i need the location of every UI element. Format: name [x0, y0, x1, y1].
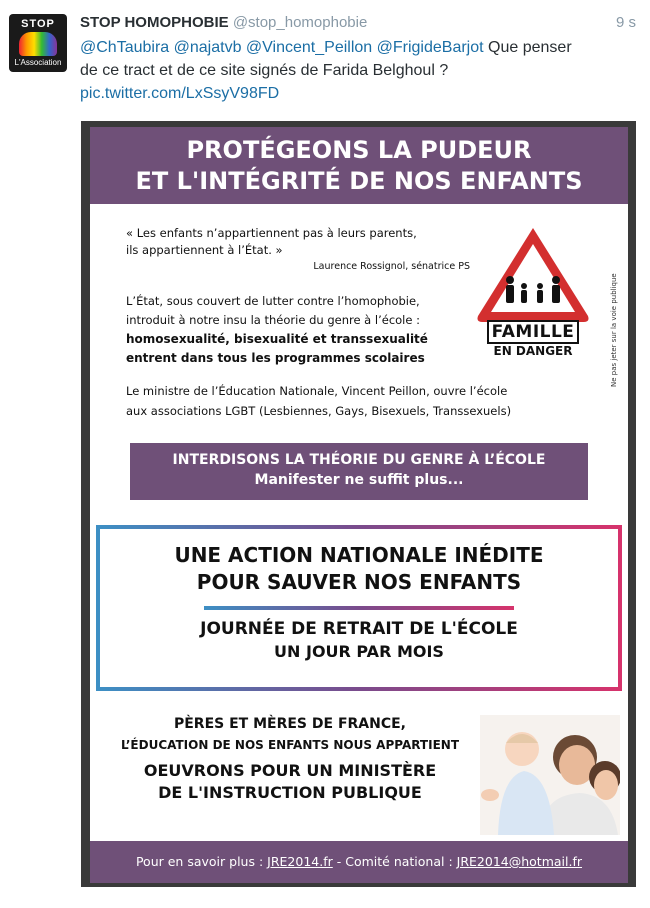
mention-link[interactable]: @FrigideBarjot [376, 39, 484, 56]
quote-line: ils appartiennent à l’État. » [126, 243, 283, 257]
media-link[interactable]: pic.twitter.com/LxSsyV98FD [80, 85, 280, 102]
family-warning-label [474, 320, 592, 359]
banner-line: INTERDISONS LA THÉORIE DU GENRE À L’ÉCOLE [172, 452, 546, 468]
cta-line: DE L'INSTRUCTION PUBLIQUE [158, 783, 422, 802]
action-line: UNE ACTION NATIONALE INÉDITE [174, 543, 544, 567]
mention-link[interactable]: @Vincent_Peillon [245, 39, 373, 56]
tweet-media-image[interactable] [81, 121, 636, 887]
body-line-bold: homosexualité, bisexualité et transsexualité [126, 332, 428, 346]
avatar-title: STOP [21, 18, 55, 30]
footer-website: JRE2014.fr [267, 854, 333, 869]
footer-text: - Comité national : [336, 854, 453, 869]
avatar-subtitle: L'Association [14, 58, 62, 67]
body-line-bold: entrent dans tous les programmes scolaires [126, 351, 425, 365]
footer-text: Pour en savoir plus : [135, 854, 264, 869]
flyer-header-line: ET L'INTÉGRITÉ DE NOS ENFANTS [135, 167, 583, 195]
rainbow-hand-icon [19, 32, 57, 56]
tweet-timestamp[interactable]: 9 s [615, 14, 636, 31]
flyer-footer [90, 841, 628, 883]
body-line: aux associations LGBT (Lesbiennes, Gays, Bisexuels, Transsexuels) [126, 404, 512, 418]
avatar[interactable] [9, 14, 67, 72]
cta-line: OEUVRONS POUR UN MINISTÈRE [143, 761, 437, 780]
body-line: L’État, sous couvert de lutter contre l’homophobie, [126, 294, 420, 308]
tweet-text-part: Que penser [488, 39, 572, 56]
body-line: Le ministre de l’Éducation Nationale, Vincent Peillon, ouvre l’école [126, 384, 508, 398]
action-line: UN JOUR PAR MOIS [274, 642, 444, 661]
author-handle[interactable]: @stop_homophobie [232, 14, 368, 31]
flyer-header [90, 127, 628, 204]
flyer-body-paragraph [126, 292, 486, 368]
flyer-quote [126, 225, 486, 259]
banner-line: Manifester ne suffit plus... [254, 472, 464, 488]
warning-label-line: FAMILLE [487, 320, 580, 344]
quote-line: « Les enfants n’appartiennent pas à leurs parents, [126, 226, 417, 240]
warning-label-line: EN DANGER [493, 344, 573, 358]
mention-link[interactable]: @ChTaubira [80, 39, 170, 56]
flyer-header-line: PROTÉGEONS LA PUDEUR [186, 136, 532, 164]
author-name[interactable]: STOP HOMOPHOBIE [80, 14, 229, 31]
flyer-banner [130, 443, 588, 500]
quote-author: Laurence Rossignol, sénatrice PS [313, 261, 470, 272]
footer-email: JRE2014@hotmail.fr [456, 854, 583, 869]
body-line: introduit à notre insu la théorie du genre à l’école : [126, 313, 420, 327]
gradient-divider [204, 606, 514, 610]
flyer-action-box [96, 525, 622, 691]
family-photo [480, 715, 620, 835]
side-note: Ne pas jeter sur la voie publique [610, 273, 618, 387]
action-line: POUR SAUVER NOS ENFANTS [196, 570, 522, 594]
cta-line: L’ÉDUCATION DE NOS ENFANTS NOUS APPARTIENT [120, 738, 460, 752]
action-line: JOURNÉE DE RETRAIT DE L'ÉCOLE [200, 619, 518, 639]
flyer-body-paragraph [126, 381, 606, 421]
cta-line: PÈRES ET MÈRES DE FRANCE, [173, 716, 407, 732]
tweet-text [80, 36, 628, 105]
tweet-text-part: de ce tract et de ce site signés de Farida Belghoul ? [80, 62, 449, 79]
tweet-header [80, 13, 367, 33]
mention-link[interactable]: @najatvb [173, 39, 242, 56]
flyer [90, 127, 628, 883]
flyer-call-to-action [100, 713, 480, 804]
